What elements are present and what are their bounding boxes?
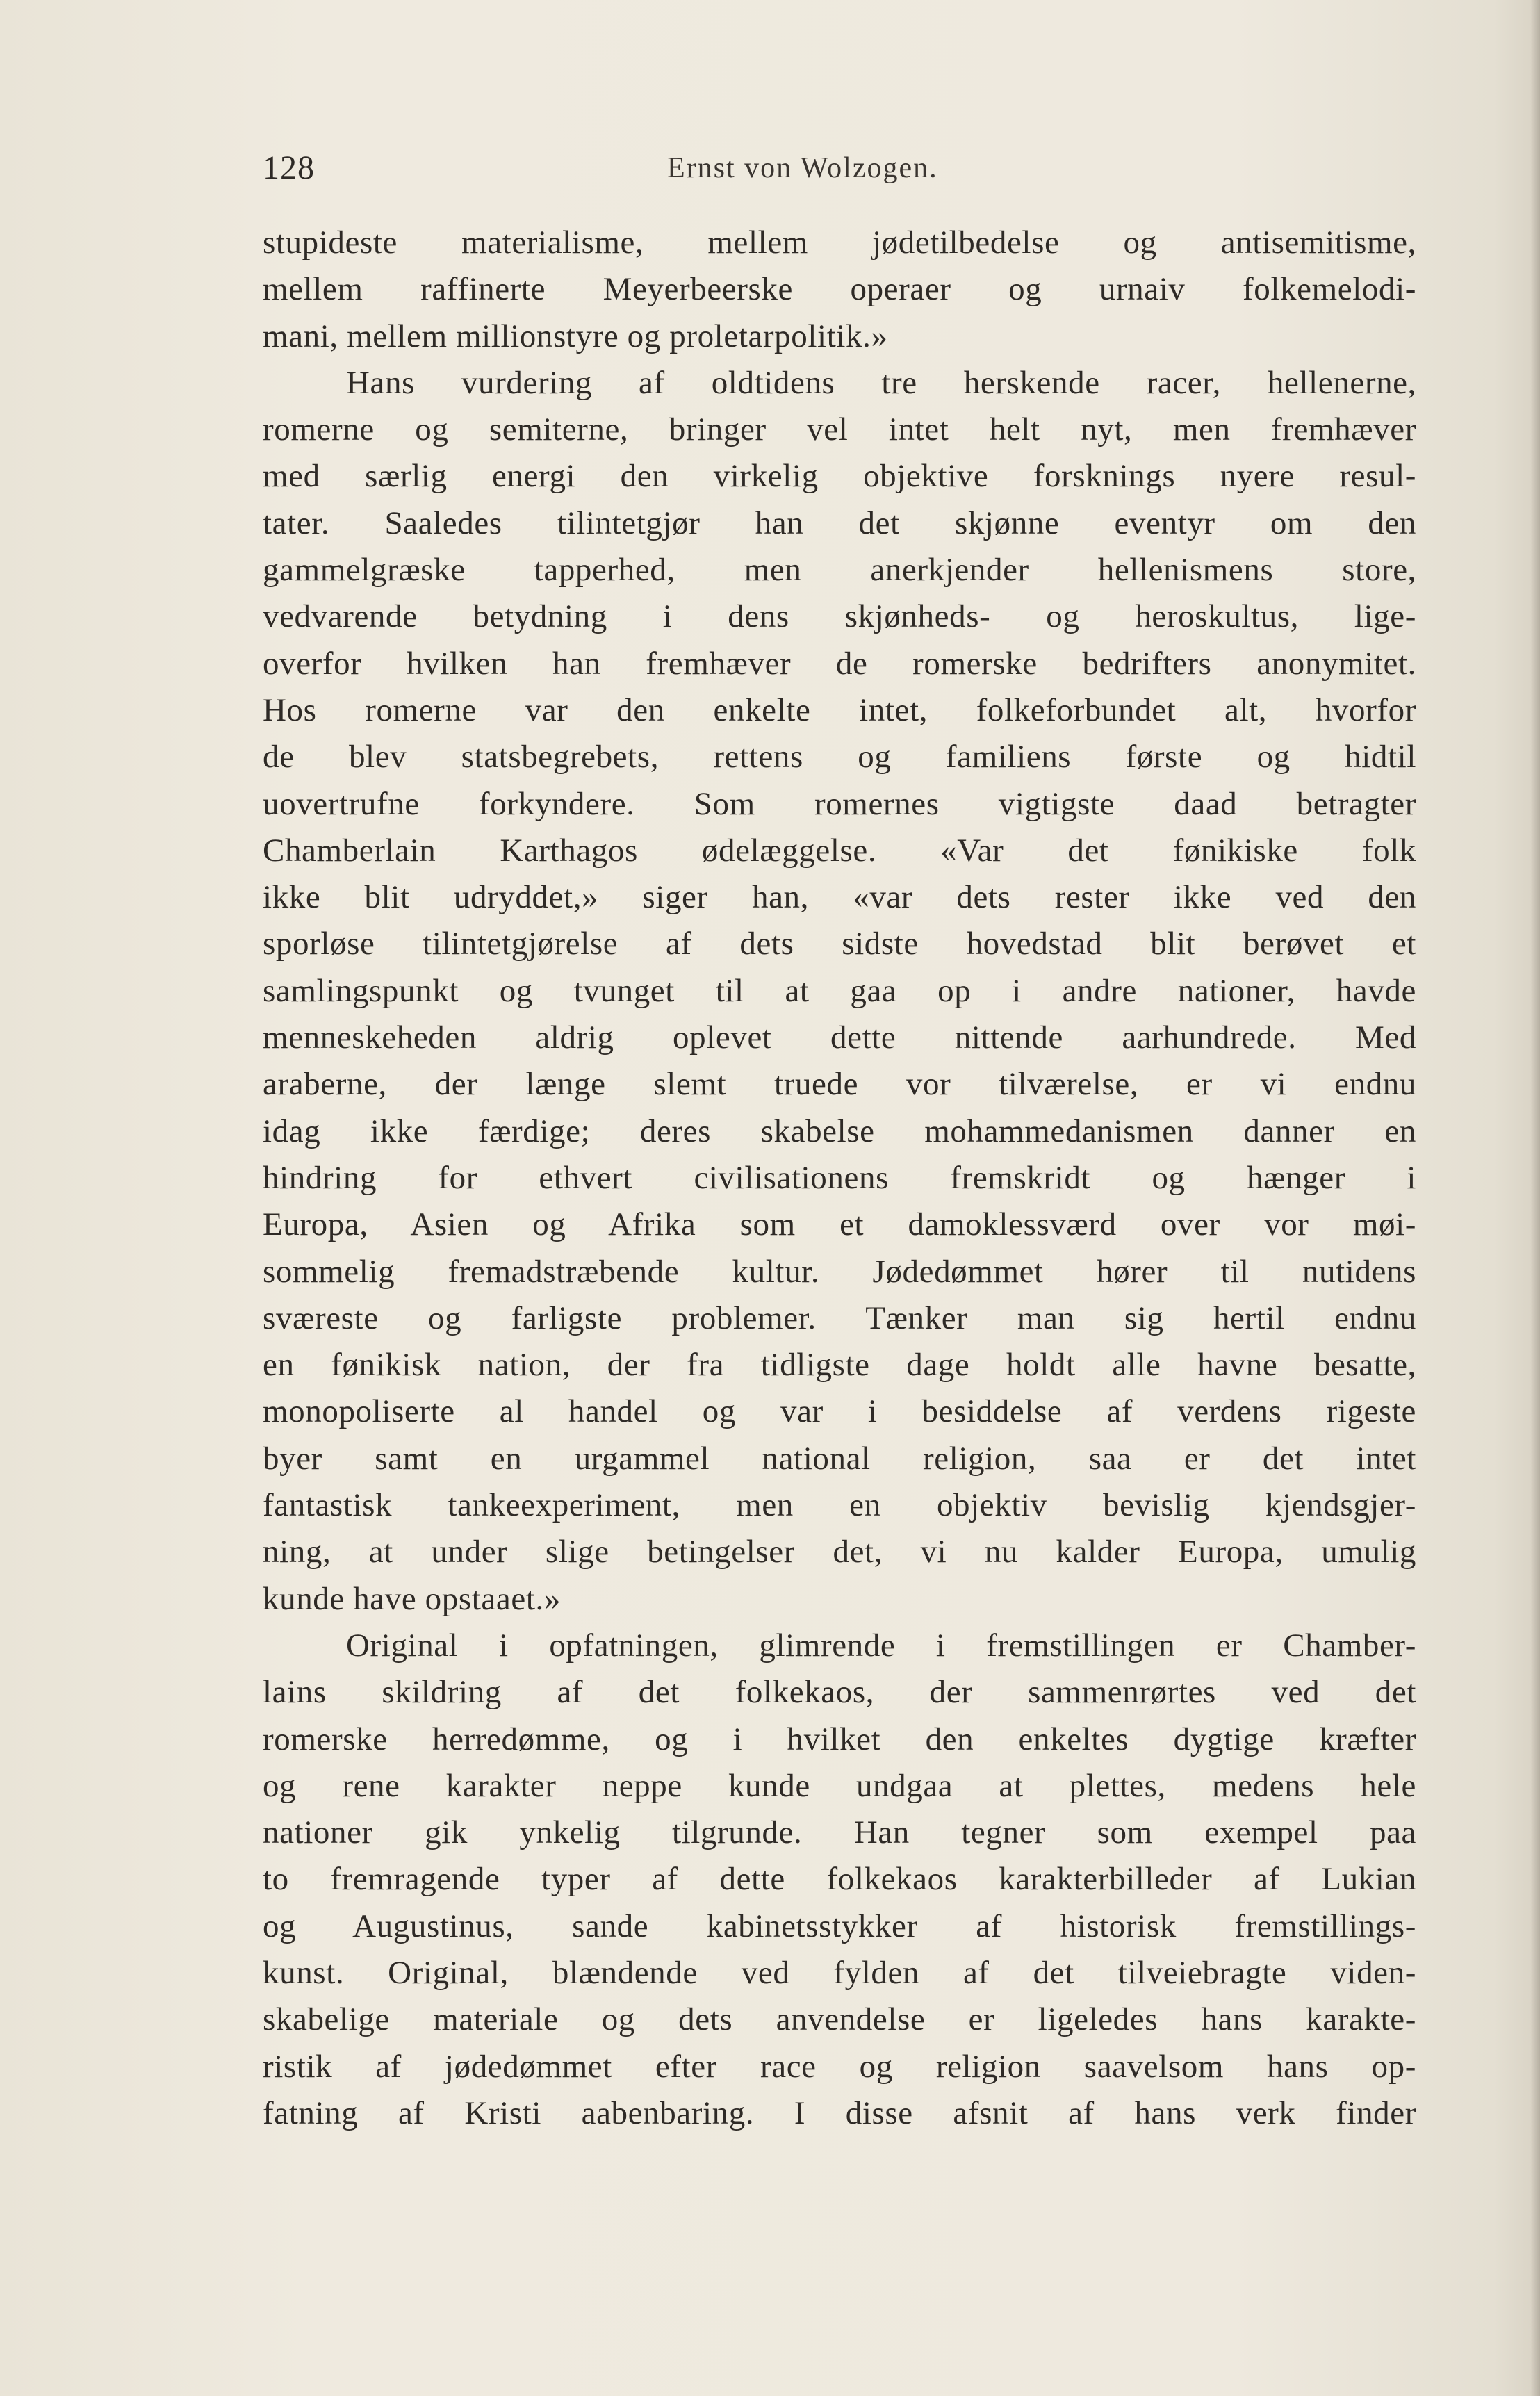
text-line: en fønikisk nation, der fra tidligste dage holdt alle havne besatte, — [263, 1347, 1416, 1384]
text-line: vedvarende betydning i dens skjønheds- og heroskultus, lige- — [263, 598, 1416, 635]
text-line: de blev statsbegrebets, rettens og familiens første og hidtil — [263, 739, 1416, 776]
text-line: Chamberlain Karthagos ødelæggelse. «Var det fønikiske folk — [263, 832, 1416, 869]
text-line: overfor hvilken han fremhæver de romerske bedrifters anonymitet. — [263, 645, 1416, 682]
text-line: sommelig fremadstræbende kultur. Jødedømmet hører til nutidens — [263, 1253, 1416, 1290]
page-number: 128 — [263, 149, 315, 186]
text-line: Hos romerne var den enkelte intet, folkeforbundet alt, hvorfor — [263, 691, 1416, 728]
text-line: idag ikke færdige; deres skabelse mohammedanismen danner en — [263, 1113, 1416, 1149]
text-line: ikke blit udryddet,» siger han, «var dets rester ikke ved den — [263, 879, 1416, 916]
text-line: og Augustinus, sande kabinetsstykker af historisk fremstillings- — [263, 1907, 1416, 1944]
text-line: uovertrufne forkyndere. Som romernes vigtigste daad betragter — [263, 785, 1416, 822]
body-text — [263, 220, 1416, 2137]
text-line: skabelige materiale og dets anvendelse er ligeledes hans karakte- — [263, 2001, 1416, 2038]
text-line: menneskeheden aldrig oplevet dette nittende aarhundrede. Med — [263, 1019, 1416, 1056]
text-line: araberne, der længe slemt truede vor tilværelse, er vi endnu — [263, 1066, 1416, 1103]
text-line: ristik af jødedømmet efter race og religion saavelsom hans op- — [263, 2048, 1416, 2085]
text-line: sværeste og farligste problemer. Tænker man sig hertil endnu — [263, 1299, 1416, 1336]
text-line: mani, mellem millionstyre og proletarpolitik.» — [263, 318, 888, 354]
text-line: kunde have opstaaet.» — [263, 1580, 561, 1617]
running-head: Ernst von Wolzogen. — [667, 152, 938, 184]
text-line: samlingspunkt og tvunget til at gaa op i andre nationer, havde — [263, 972, 1416, 1009]
text-line: med særlig energi den virkelig objektive forsknings nyere resul- — [263, 458, 1416, 495]
text-line: Hans vurdering af oldtidens tre herskende racer, hellenerne, — [346, 364, 1416, 401]
text-line: fantastisk tankeexperiment, men en objektiv bevislig kjendsgjer- — [263, 1487, 1416, 1524]
text-line: fatning af Kristi aabenbaring. I disse afsnit af hans verk finder — [263, 2094, 1416, 2131]
text-line: stupideste materialisme, mellem jødetilbedelse og antisemitisme, — [263, 224, 1416, 261]
text-line: lains skildring af det folkekaos, der sammenrørtes ved det — [263, 1674, 1416, 1711]
text-line: byer samt en urgammel national religion, saa er det intet — [263, 1440, 1416, 1477]
text-line: ning, at under slige betingelser det, vi nu kalder Europa, umulig — [263, 1534, 1416, 1570]
text-line: romerne og semiterne, bringer vel intet helt nyt, men fremhæver — [263, 411, 1416, 448]
text-line: kunst. Original, blændende ved fylden af det tilveiebragte viden- — [263, 1954, 1416, 1991]
page-header — [263, 149, 1416, 190]
text-line: mellem raffinerte Meyerbeerske operaer og urnaiv folkemelodi- — [263, 271, 1416, 308]
text-line: to fremragende typer af dette folkekaos karakterbilleder af Lukian — [263, 1861, 1416, 1898]
text-line: romerske herredømme, og i hvilket den enkeltes dygtige kræfter — [263, 1721, 1416, 1757]
text-line: og rene karakter neppe kunde undgaa at plettes, medens hele — [263, 1767, 1416, 1804]
text-line: monopoliserte al handel og var i besiddelse af verdens rigeste — [263, 1393, 1416, 1430]
page-edge-shadow — [1530, 0, 1540, 2396]
text-line: tater. Saaledes tilintetgjør han det skjønne eventyr om den — [263, 504, 1416, 541]
text-line: Europa, Asien og Afrika som et damoklessværd over vor møi- — [263, 1206, 1416, 1243]
text-line: nationer gik ynkelig tilgrunde. Han tegner som exempel paa — [263, 1814, 1416, 1851]
text-line: gammelgræske tapperhed, men anerkjender hellenismens store, — [263, 552, 1416, 589]
text-line: sporløse tilintetgjørelse af dets sidste hovedstad blit berøvet et — [263, 926, 1416, 962]
text-line: hindring for ethvert civilisationens fremskridt og hænger i — [263, 1159, 1416, 1196]
text-line: Original i opfatningen, glimrende i fremstillingen er Chamber- — [346, 1627, 1416, 1664]
